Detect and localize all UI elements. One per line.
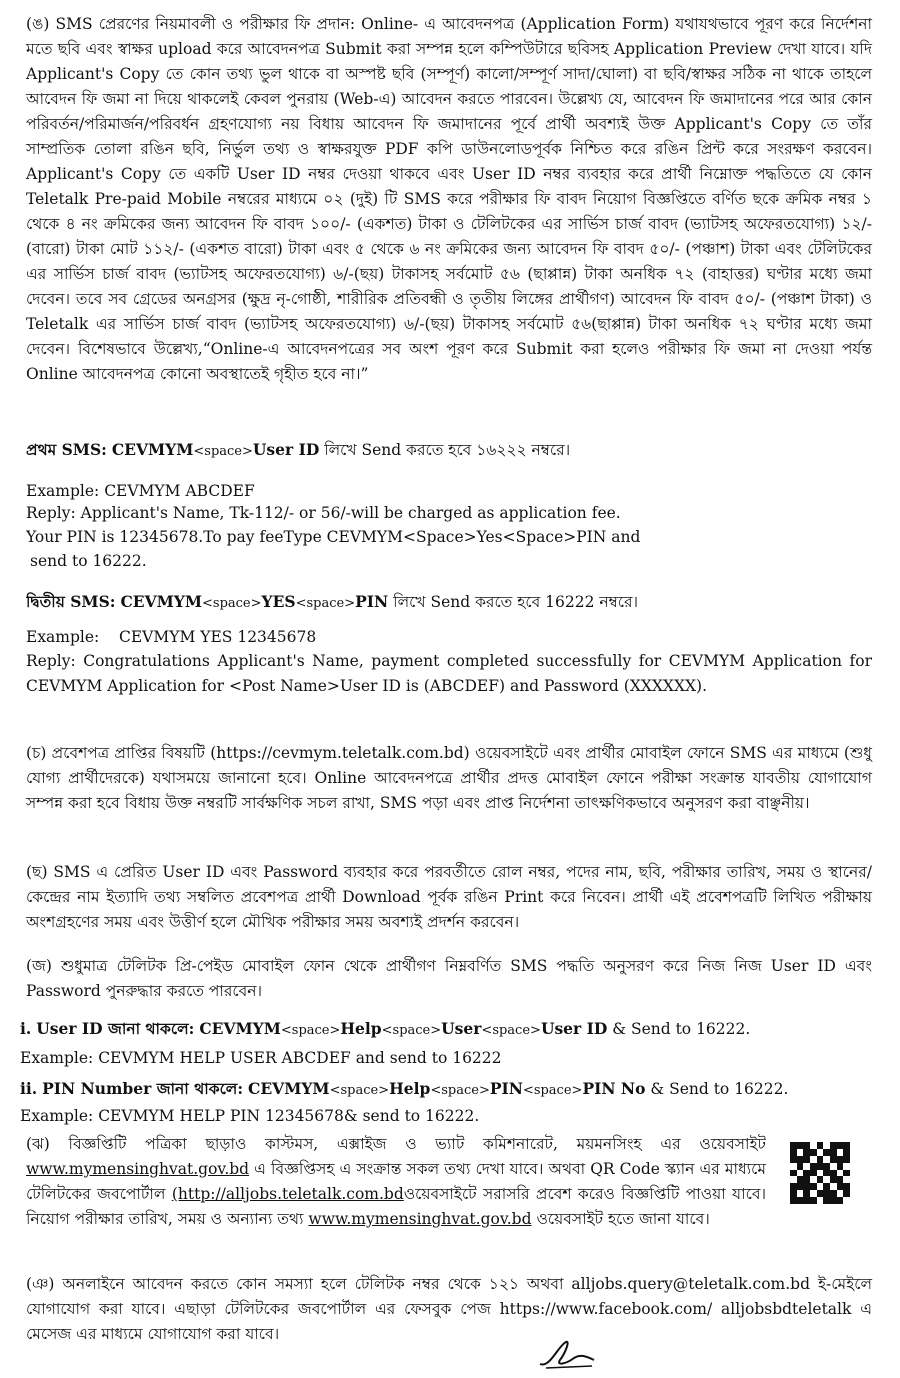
- pin-token: PIN: [489, 1079, 523, 1098]
- paragraph-website-qr: [26, 1132, 766, 1232]
- vat-website-link[interactable]: www.mymensinghvat.gov.bd: [26, 1160, 250, 1178]
- yes-token: YES: [261, 592, 296, 611]
- help-user-instruction: [20, 1016, 866, 1043]
- reply-1: Reply: Applicant's Name, Tk-112/- or 56/-will be charged as application fee.: [26, 504, 621, 522]
- sms-code: CEVMYM: [120, 592, 203, 611]
- second-sms-instruction: [26, 589, 872, 616]
- jh-text-1: (ঝ) বিজ্ঞপ্তিটি পত্রিকা ছাড়াও কাস্টমস, এক্সাইজ ও ভ্যাট কমিশনারেট, ময়মনসিংহ এর ওয়েবসাইট: [26, 1135, 766, 1153]
- first-sms-label: প্রথম SMS:: [26, 440, 107, 459]
- space-token: <space>: [481, 1023, 541, 1038]
- help-pin-instruction: [20, 1076, 866, 1103]
- jh-text-4: ওয়েবসাইট হতে জানা যাবে।: [536, 1210, 710, 1228]
- signature-mark: [536, 1338, 598, 1372]
- sms-code: CEVMYM: [248, 1079, 330, 1098]
- example-2: Example: CEVMYM YES 12345678: [26, 628, 317, 646]
- qr-code[interactable]: [790, 1142, 850, 1204]
- paragraph-admit-card-notice: (চ) প্রবেশপত্র প্রাপ্তির বিষয়টি (https://cevmym.teletalk.com.bd) ওয়েবসাইটে এবং প্রার্থীর মোবাইল ফোনে SMS এর মাধ্যমে (শুধু যোগ্য প্রার্থীদেরকে) যথাসময়ে জানানো হবে। Online আবেদনপত্রে প্রার্থীর প্রদত্ত মোবাইল ফোনে পরীক্ষা সংক্রান্ত যাবতীয় যোগাযোগ সম্পন্ন করা হবে বিধায় উক্ত নম্বরটি সার্বক্ষণিক সচল রাখা, SMS পড়া এবং প্রাপ্ত নির্দেশনা তাৎক্ষণিকভাবে অনুসরণ করা বাঞ্ছনীয়।: [26, 744, 872, 812]
- reply-2: Reply: Congratulations Applicant's Name, payment completed successfully for CEVMYM Application for CEVMYM Application for <Post Name>User ID is (ABCDEF) and Password (XXXXXX).: [26, 652, 872, 695]
- user-id-token: User ID: [540, 1019, 608, 1038]
- space-token: <space>: [522, 1083, 583, 1098]
- space-token: <space>: [381, 1023, 442, 1038]
- second-sms-tail: লিখে Send করতে হবে 16222 নম্বরে।: [393, 593, 639, 611]
- space-token: <space>: [295, 596, 356, 611]
- help-token: Help: [340, 1019, 382, 1038]
- help-pin-example: Example: CEVMYM HELP PIN 12345678& send to 16222.: [20, 1107, 480, 1125]
- jh-text-3: ওয়েবসাইটে সরাসরি প্রবেশ করেও বিজ্ঞপ্তিটি পাওয়া যাবে। নিয়োগ পরীক্ষার তারিখ, সময় ও অন্যান্য তথ্য: [26, 1185, 766, 1228]
- space-token: <space>: [193, 444, 253, 459]
- help-user-tail: & Send to 16222.: [612, 1020, 751, 1038]
- alljobs-link[interactable]: (http://alljobs.teletalk.com.bd: [171, 1185, 404, 1203]
- paragraph-recovery: (জ) শুধুমাত্র টেলিটক প্রি-পেইড মোবাইল ফোন থেকে প্রার্থীগণ নিম্নবর্ণিত SMS পদ্ধতি অনুসরণ করে নিজ নিজ User ID এবং Password পুনরুদ্ধার করতে পারবেন।: [26, 957, 872, 1000]
- pin-token: PIN: [355, 592, 389, 611]
- first-sms-tail: লিখে Send করতে হবে ১৬২২২ নম্বরে।: [324, 441, 571, 459]
- space-token: <space>: [280, 1023, 341, 1038]
- space-token: <space>: [329, 1083, 390, 1098]
- first-sms-instruction: [26, 437, 872, 464]
- example-1: Example: CEVMYM ABCDEF: [26, 482, 255, 500]
- user-token: User: [441, 1019, 482, 1038]
- sms-code: CEVMYM: [199, 1019, 281, 1038]
- space-token: <space>: [430, 1083, 490, 1098]
- sms-code: CEVMYM: [111, 440, 194, 459]
- space-token: <space>: [202, 596, 262, 611]
- vat-website-link-2[interactable]: www.mymensinghvat.gov.bd: [308, 1210, 532, 1228]
- paragraph-admit-card-download: (ছ) SMS এ প্রেরিত User ID এবং Password ব্যবহার করে পরবর্তীতে রোল নম্বর, পদের নাম, ছবি, পরীক্ষার তারিখ, সময় ও স্থানের/কেন্দ্রের নাম ইত্যাদি তথ্য সম্বলিত প্রবেশপত্র প্রার্থী Download পূর্বক রঙিন Print করে নিবেন। প্রার্থী এই প্রবেশপত্রটি লিখিত পরীক্ষায় অংশগ্রহণের সময় এবং উত্তীর্ণ হলে মৌখিক পরীক্ষার সময় অবশ্যই প্রদর্শন করবেন।: [26, 863, 872, 931]
- pin-no-token: PIN No: [582, 1079, 646, 1098]
- help-pin-tail: & Send to 16222.: [650, 1080, 789, 1098]
- item-number: i.: [20, 1019, 32, 1038]
- item-number: ii.: [20, 1079, 38, 1098]
- paragraph-sms-rules: (ঙ) SMS প্রেরণের নিয়মাবলী ও পরীক্ষার ফি প্রদান: Online- এ আবেদনপত্র (Application Form) যথাযথভাবে পূরণ করে নির্দেশনা মতে ছবি এবং স্বাক্ষর upload করে আবেদনপত্র Submit করা সম্পন্ন হলে কম্পিউটারে ছবিসহ Application Preview দেখা যাবে। যদি Applicant's Copy তে কোন তথ্য ভুল থাকে বা অস্পষ্ট ছবি (সম্পূর্ণ) কালো/সম্পূর্ণ সাদা/ঘোলা) বা ছবি/স্বাক্ষর সঠিক না থাকে তাহলে আবেদন ফি জমা না দিয়ে থাকলেই কেবল পুনরায় (Web-এ) আবেদন করতে পারবেন। উল্লেখ্য যে, আবেদন ফি জমাদানের পরে আর কোন পরিবর্তন/পরিমার্জন/পরিবর্ধন গ্রহণযোগ্য নয় বিধায় আবেদন ফি জমাদানের পূর্বে প্রার্থী অবশ্যই উক্ত Applicant's Copy তে তাঁর সাম্প্রতিক তোলা রঙিন ছবি, নির্ভুল তথ্য ও স্বাক্ষরযুক্ত PDF কপি ডাউনলোডপূর্বক নিশ্চিত করে রঙিন প্রিন্ট করে সংরক্ষণ করবেন। Applicant's Copy তে একটি User ID নম্বর দেওয়া থাকবে এবং User ID নম্বর ব্যবহার করে প্রার্থী নিম্নোক্ত পদ্ধতিতে যে কোন Teletalk Pre-paid Mobile নম্বরের মাধ্যমে ০২ (দুই) টি SMS করে পরীক্ষার ফি বাবদ নিয়োগ বিজ্ঞপ্তিতে বর্ণিত ছকে ক্রমিক নম্বর ১ থেকে ৪ নং ক্রমিকের জন্য আবেদন ফি বাবদ ১০০/- (একশত) টাকা ও টেলিটকের এর সার্ভিস চার্জ বাবদ (ভ্যাটসহ অফেরতযোগ্য) ১২/- (বারো) টাকা মোট ১১২/- (একশত বারো) টাকা এবং ৫ থেকে ৬ নং ক্রমিকের জন্য আবেদন ফি বাবদ ৫০/- (পঞ্চাশ) টাকা এবং টেলিটকের এর সার্ভিস চার্জ বাবদ (ভ্যাটসহ অফেরতযোগ্য) ৬/-(ছয়) টাকাসহ সর্বমোট ৫৬ (ছাপ্পান্ন) টাকা অনধিক ৭২ (বাহাত্তর) ঘণ্টার মধ্যে জমা দেবেন। তবে সব গ্রেডের অনগ্রসর (ক্ষুদ্র নৃ-গোষ্ঠী, শারীরিক প্রতিবন্ধী ও তৃতীয় লিঙ্গের প্রার্থীগণ) আবেদন ফি বাবদ ৫০/- (পঞ্চাশ টাকা) ও Teletalk এর সার্ভিস চার্জ বাবদ (ভ্যাটসহ অফেরতযোগ্য) ৬/-(ছয়) টাকাসহ সর্বমোট ৫৬(ছাপ্পান্ন) টাকা অনধিক ৭২ ঘণ্টার মধ্যে জমা দেবেন। বিশেষভাবে উল্লেখ্য,“Online-এ আবেদনপত্রের সব অংশ পূরণ করে Submit করা হলেও পরীক্ষার ফি জমা না দেওয়া পর্যন্ত Online আবেদনপত্র কোনো অবস্থাতেই গৃহীত হবে না।”: [26, 15, 872, 383]
- user-id-token: User ID: [252, 440, 320, 459]
- help-user-example: Example: CEVMYM HELP USER ABCDEF and send to 16222: [20, 1049, 502, 1067]
- paragraph-contact-support: (ঞ) অনলাইনে আবেদন করতে কোন সমস্যা হলে টেলিটক নম্বর থেকে ১২১ অথবা alljobs.query@teletalk.com.bd ই-মেইলে যোগাযোগ করা যাবে। এছাড়া টেলিটকের জবপোর্টাল এর ফেসবুক পেজ https://www.facebook.com/ alljobsbdteletalk এ মেসেজ এর মাধ্যমে যোগাযোগ করা যাবে।: [26, 1275, 872, 1343]
- help-pin-label: PIN Number জানা থাকলে:: [42, 1079, 244, 1098]
- help-token: Help: [389, 1079, 431, 1098]
- pin-line-2: send to 16222.: [30, 552, 147, 570]
- pin-line-1: Your PIN is 12345678.To pay feeType CEVMYM<Space>Yes<Space>PIN and: [26, 528, 641, 546]
- help-user-label: User ID জানা থাকলে:: [36, 1019, 195, 1038]
- jh-text-2: এ বিজ্ঞপ্তিসহ এ সংক্রান্ত সকল তথ্য দেখা যাবে। অথবা QR Code স্ক্যান এর মাধ্যমে টেলিটকের জবপোর্টাল: [26, 1160, 766, 1203]
- second-sms-label: দ্বিতীয় SMS:: [26, 592, 116, 611]
